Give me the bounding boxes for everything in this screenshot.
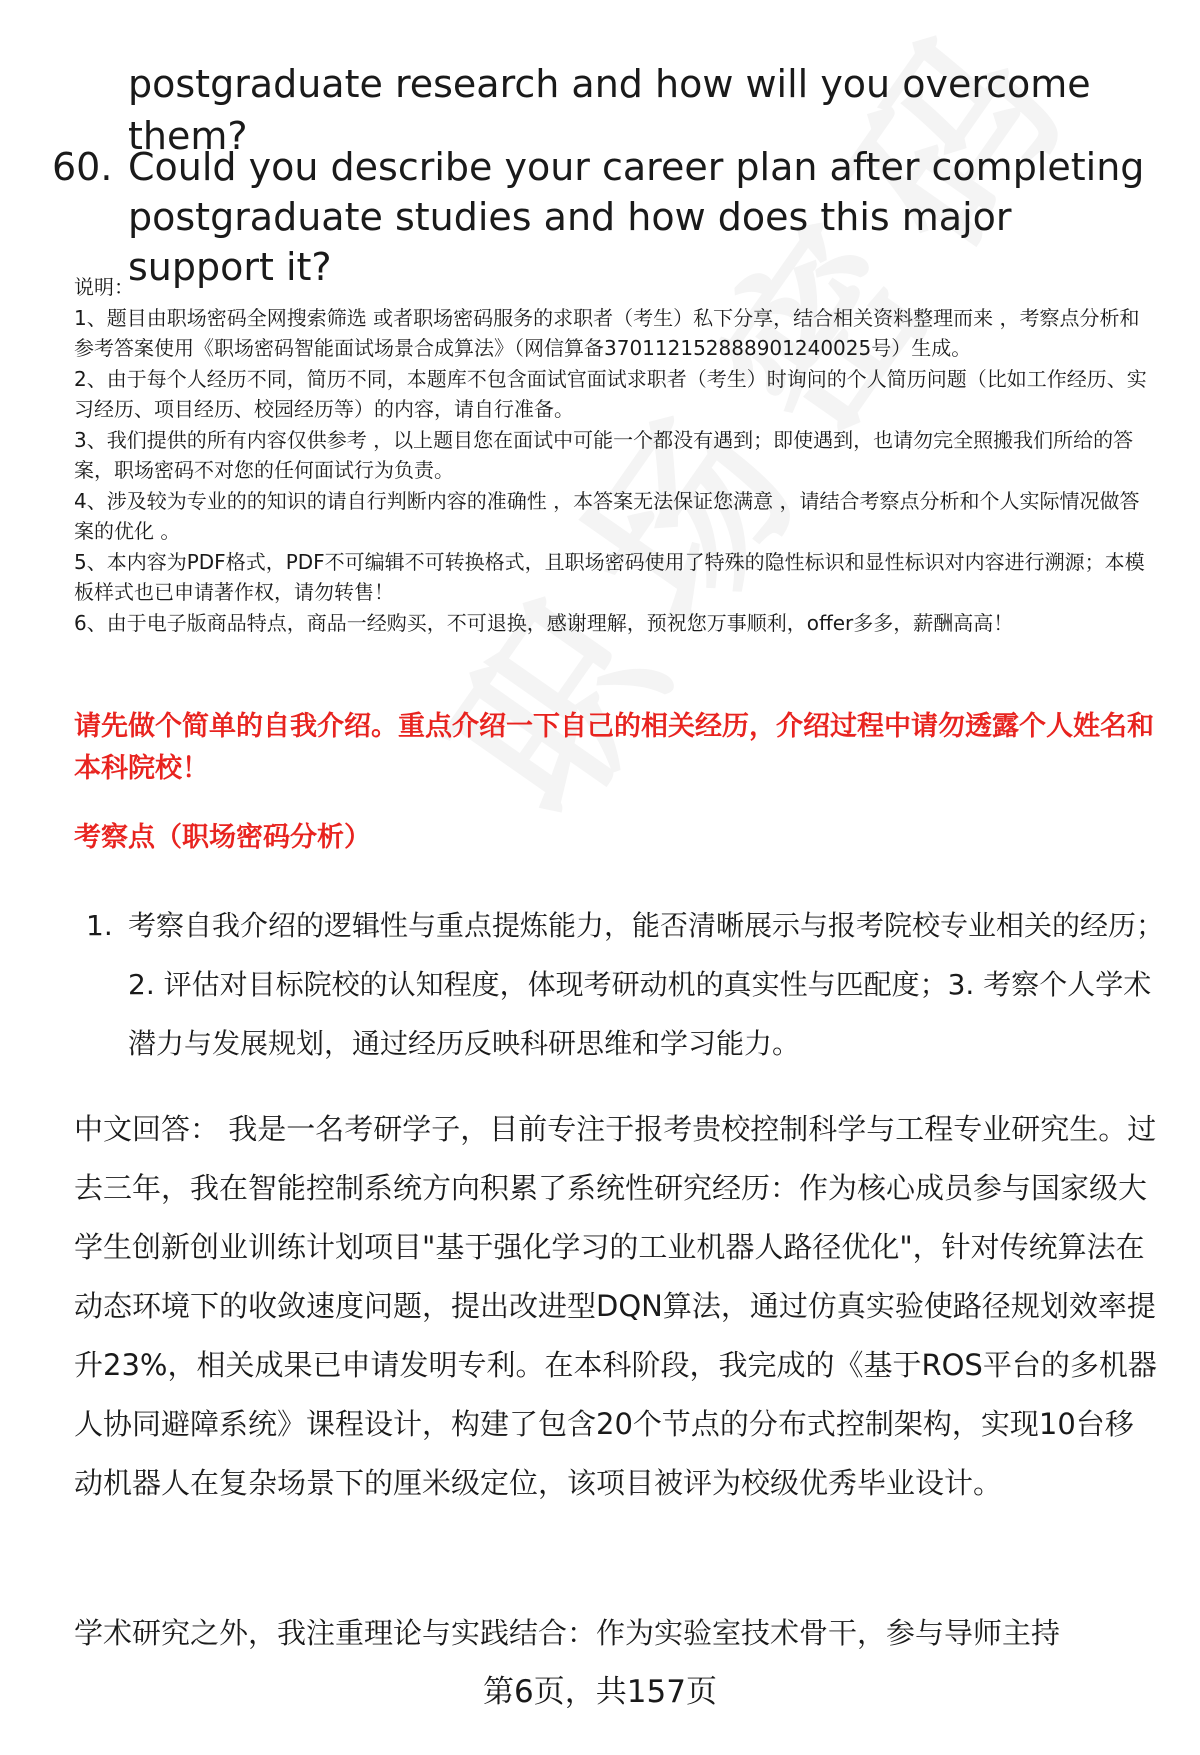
analysis-point-number: 1. xyxy=(86,909,113,942)
question-continuation: postgraduate research and how will you overcome them? xyxy=(128,62,1091,158)
note-item-2: 2、由于每个人经历不同，简历不同，本题库不包含面试官面试求职者（考生）时询问的个人简历问题（比如工作经历、实习经历、项目经历、校园经历等）的内容，请自行准备。 xyxy=(74,366,1147,421)
answer-paragraph-1: 中文回答： 我是一名考研学子，目前专注于报考贵校控制科学与工程专业研究生。过去三年，我在智能控制系统方向积累了系统性研究经历：作为核心成员参与国家级大学生创新创业训练计划项目"基于强化学习的工业机器人路径优化"，针对传统算法在动态环境下的收敛速度问题，提出改进型DQN算法，通过仿真实验使路径规划效率提升23%，相关成果已申请发明专利。在本科阶段，我完成的《基于ROS平台的多机器人协同避障系统》课程设计，构建了包含20个节点的分布式控制架构，实现10台移动机器人在复杂场景下的厘米级定位，该项目被评为校级优秀毕业设计。 xyxy=(74,1112,1157,1500)
question-text: Could you describe your career plan after completing postgraduate studies and how does this major support it? xyxy=(128,145,1145,289)
notes-title: 说明： xyxy=(74,275,134,299)
note-item-6: 6、由于电子版商品特点，商品一经购买，不可退换，感谢理解，预祝您万事顺利，offer多多，薪酬高高！ xyxy=(74,610,1014,635)
note-item-4: 4、涉及较为专业的的知识的请自行判断内容的准确性 ，本答案无法保证您满意 ，请结合考察点分析和个人实际情况做答案的优化 。 xyxy=(74,488,1140,543)
analysis-label: 考察点（职场密码分析） xyxy=(74,822,371,853)
question-number: 60. xyxy=(52,145,113,189)
analysis-point-text: 考察自我介绍的逻辑性与重点提炼能力，能否清晰展示与报考院校专业相关的经历；2. 评估对目标院校的认知程度，体现考研动机的真实性与匹配度；3. 考察个人学术潜力与发展规划，通过经历反映科研思维和学习能力。 xyxy=(128,909,1165,1060)
notes-section xyxy=(74,272,1154,638)
page-number-footer: 第6页，共157页 xyxy=(483,1674,717,1710)
interview-question-heading: 请先做个简单的自我介绍。重点介绍一下自己的相关经历，介绍过程中请勿透露个人姓名和本科院校！ xyxy=(74,711,1154,784)
question-60 xyxy=(52,142,1152,292)
note-item-1: 1、题目由职场密码全网搜索筛选 或者职场密码服务的求职者（考生）私下分享，结合相关资料整理而来 ，考察点分析和参考答案使用《职场密码智能面试场景合成算法》（网信算备370112152888901240025号）生成。 xyxy=(74,305,1140,360)
note-item-5: 5、本内容为PDF格式，PDF不可编辑不可转换格式，且职场密码使用了特殊的隐性标识和显性标识对内容进行溯源；本模板样式也已申请著作权，请勿转售！ xyxy=(74,549,1145,604)
answer-paragraph-2: 学术研究之外，我注重理论与实践结合：作为实验室技术骨干，参与导师主持 xyxy=(74,1616,1061,1650)
note-item-3: 3、我们提供的所有内容仅供参考 ，以上题目您在面试中可能一个都没有遇到；即使遇到，也请勿完全照搬我们所给的答案，职场密码不对您的任何面试行为负责。 xyxy=(74,427,1134,482)
analysis-point xyxy=(86,896,1166,1073)
answer-section xyxy=(74,1100,1160,1513)
